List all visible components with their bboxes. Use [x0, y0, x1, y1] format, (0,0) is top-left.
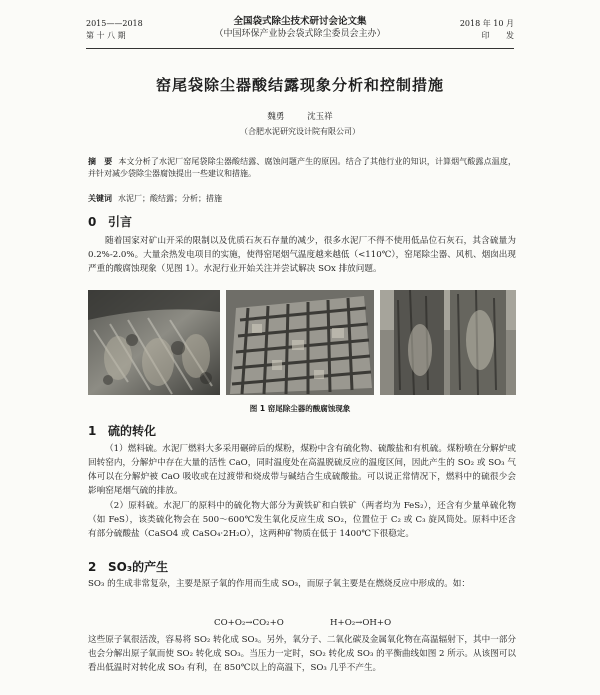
section-title: SO₃的产生: [108, 560, 169, 574]
keywords-label: 关键词: [88, 194, 112, 203]
paragraph-so3-intro: SO₃ 的生成非常复杂，主要是原子氧的作用而生成 SO₃，而原子氧主要是在燃烧反应中形成的。如：: [88, 579, 470, 589]
photo-corroded-grid: [226, 290, 374, 395]
proceedings-title: 全国袋式除尘技术研讨会论文集: [233, 16, 367, 27]
abstract: [88, 156, 516, 180]
keywords-text: 水泥厂；酸结露；分析；措施: [118, 194, 222, 203]
figure-1: [88, 290, 516, 395]
affiliation: （合肥水泥研究设计院有限公司）: [240, 127, 360, 136]
paragraph-fuel-sulfur: （1）燃料硫。水泥厂燃料大多采用碾碎后的煤粉，煤粉中含有硫化物、硫酸盐和有机硫。煤粉喷在分解炉或回转窑内，分解炉中存在大量的活性 CaO，同时温度处在高温脱硫反应的温度区间，因此产生的 SO₂ 或 SO₃ 气体可以在分解炉被 CaO 吸收或在过渡带和烧成带与碱结合生成硫酸盐。可以说正常情况下，燃料中的硫很少会影响窑尾烟气硫的排放。: [88, 444, 516, 496]
section-heading-sulfur: [88, 422, 156, 439]
paper-title: 窑尾袋除尘器酸结露现象分析和控制措施: [155, 76, 444, 94]
running-header: [86, 14, 514, 50]
photo-corroded-stack: [380, 290, 516, 395]
abstract-label: 摘 要: [88, 157, 113, 166]
header-issue: 第 十 八 期: [86, 31, 126, 40]
section-number: 0: [88, 215, 97, 229]
figure-1-caption: 图 1 窑尾除尘器的酸腐蚀现象: [249, 404, 351, 413]
equation-1: CO+O₂→CO₂+O: [214, 618, 284, 628]
authors: 魏勇 沈玉祥: [267, 112, 333, 122]
section-number: 2: [88, 560, 97, 574]
header-date: 2018 年 10 月: [459, 19, 514, 28]
equation-2: H+O₂→OH+O: [330, 618, 392, 628]
header-years: 2015——2018: [86, 19, 143, 28]
section-title: 引言: [108, 215, 133, 229]
paragraph-so3-conversion: 这些原子氧很活泼，容易将 SO₂ 转化成 SO₃。另外，氧分子、二氧化碳及金属氧化物在高温辐射下，其中一部分也会分解出原子氧而使 SO₂ 转化成 SO₃。当压力一定时，SO₂ 转化成 SO₃ 的平衡曲线如图 2 所示。从该图可以看出低温时对转化成 SO₃ 有利，在 850℃以上的高温下，SO₃ 几乎不产生。: [88, 635, 516, 673]
abstract-text: 本文分析了水泥厂窑尾袋除尘器酸结露、腐蚀问题产生的原因。结合了其他行业的知识，计算烟气酸露点温度，并针对减少袋除尘器腐蚀提出一些建议和措施。: [88, 157, 517, 178]
section-heading-intro: [88, 213, 132, 230]
section-heading-so3: [88, 558, 168, 575]
photo-corroded-bags: [88, 290, 220, 395]
intro-paragraph: 随着国家对矿山开采的限制以及优质石灰石存量的减少，很多水泥厂不得不使用低品位石灰石，其含硫量为0.2%-2.0%。大量余热发电项目的实施，使得窑尾烟气温度越来越低（<110℃），窑尾除尘器、风机、烟囱出现严重的酸腐蚀现象（见图 1）。水泥行业开始关注并尝试解决 SOx 排放问题。: [88, 236, 516, 274]
header-print: 印 发: [481, 31, 514, 40]
header-right: [460, 18, 514, 42]
header-center: [86, 16, 514, 40]
header-rule: [86, 48, 514, 49]
proceedings-host: （中国环保产业协会袋式除尘委员会主办）: [214, 29, 386, 39]
keywords: [88, 193, 516, 205]
section-title: 硫的转化: [108, 424, 157, 438]
section-number: 1: [88, 424, 97, 438]
paragraph-raw-sulfur: （2）原料硫。水泥厂的原料中的硫化物大部分为黄铁矿和白铁矿（两者均为 FeS₂），还含有少量单硫化物（如 FeS），该类硫化物会在 500～600℃发生氧化反应生成 SO₂，位置位于 C₂ 或 C₃ 旋风筒处。原料中还含有部分硫酸盐（CaSO4 或 CaSO₄·2H₂O），这两种矿物质在低于 1400℃下很稳定。: [88, 501, 516, 539]
